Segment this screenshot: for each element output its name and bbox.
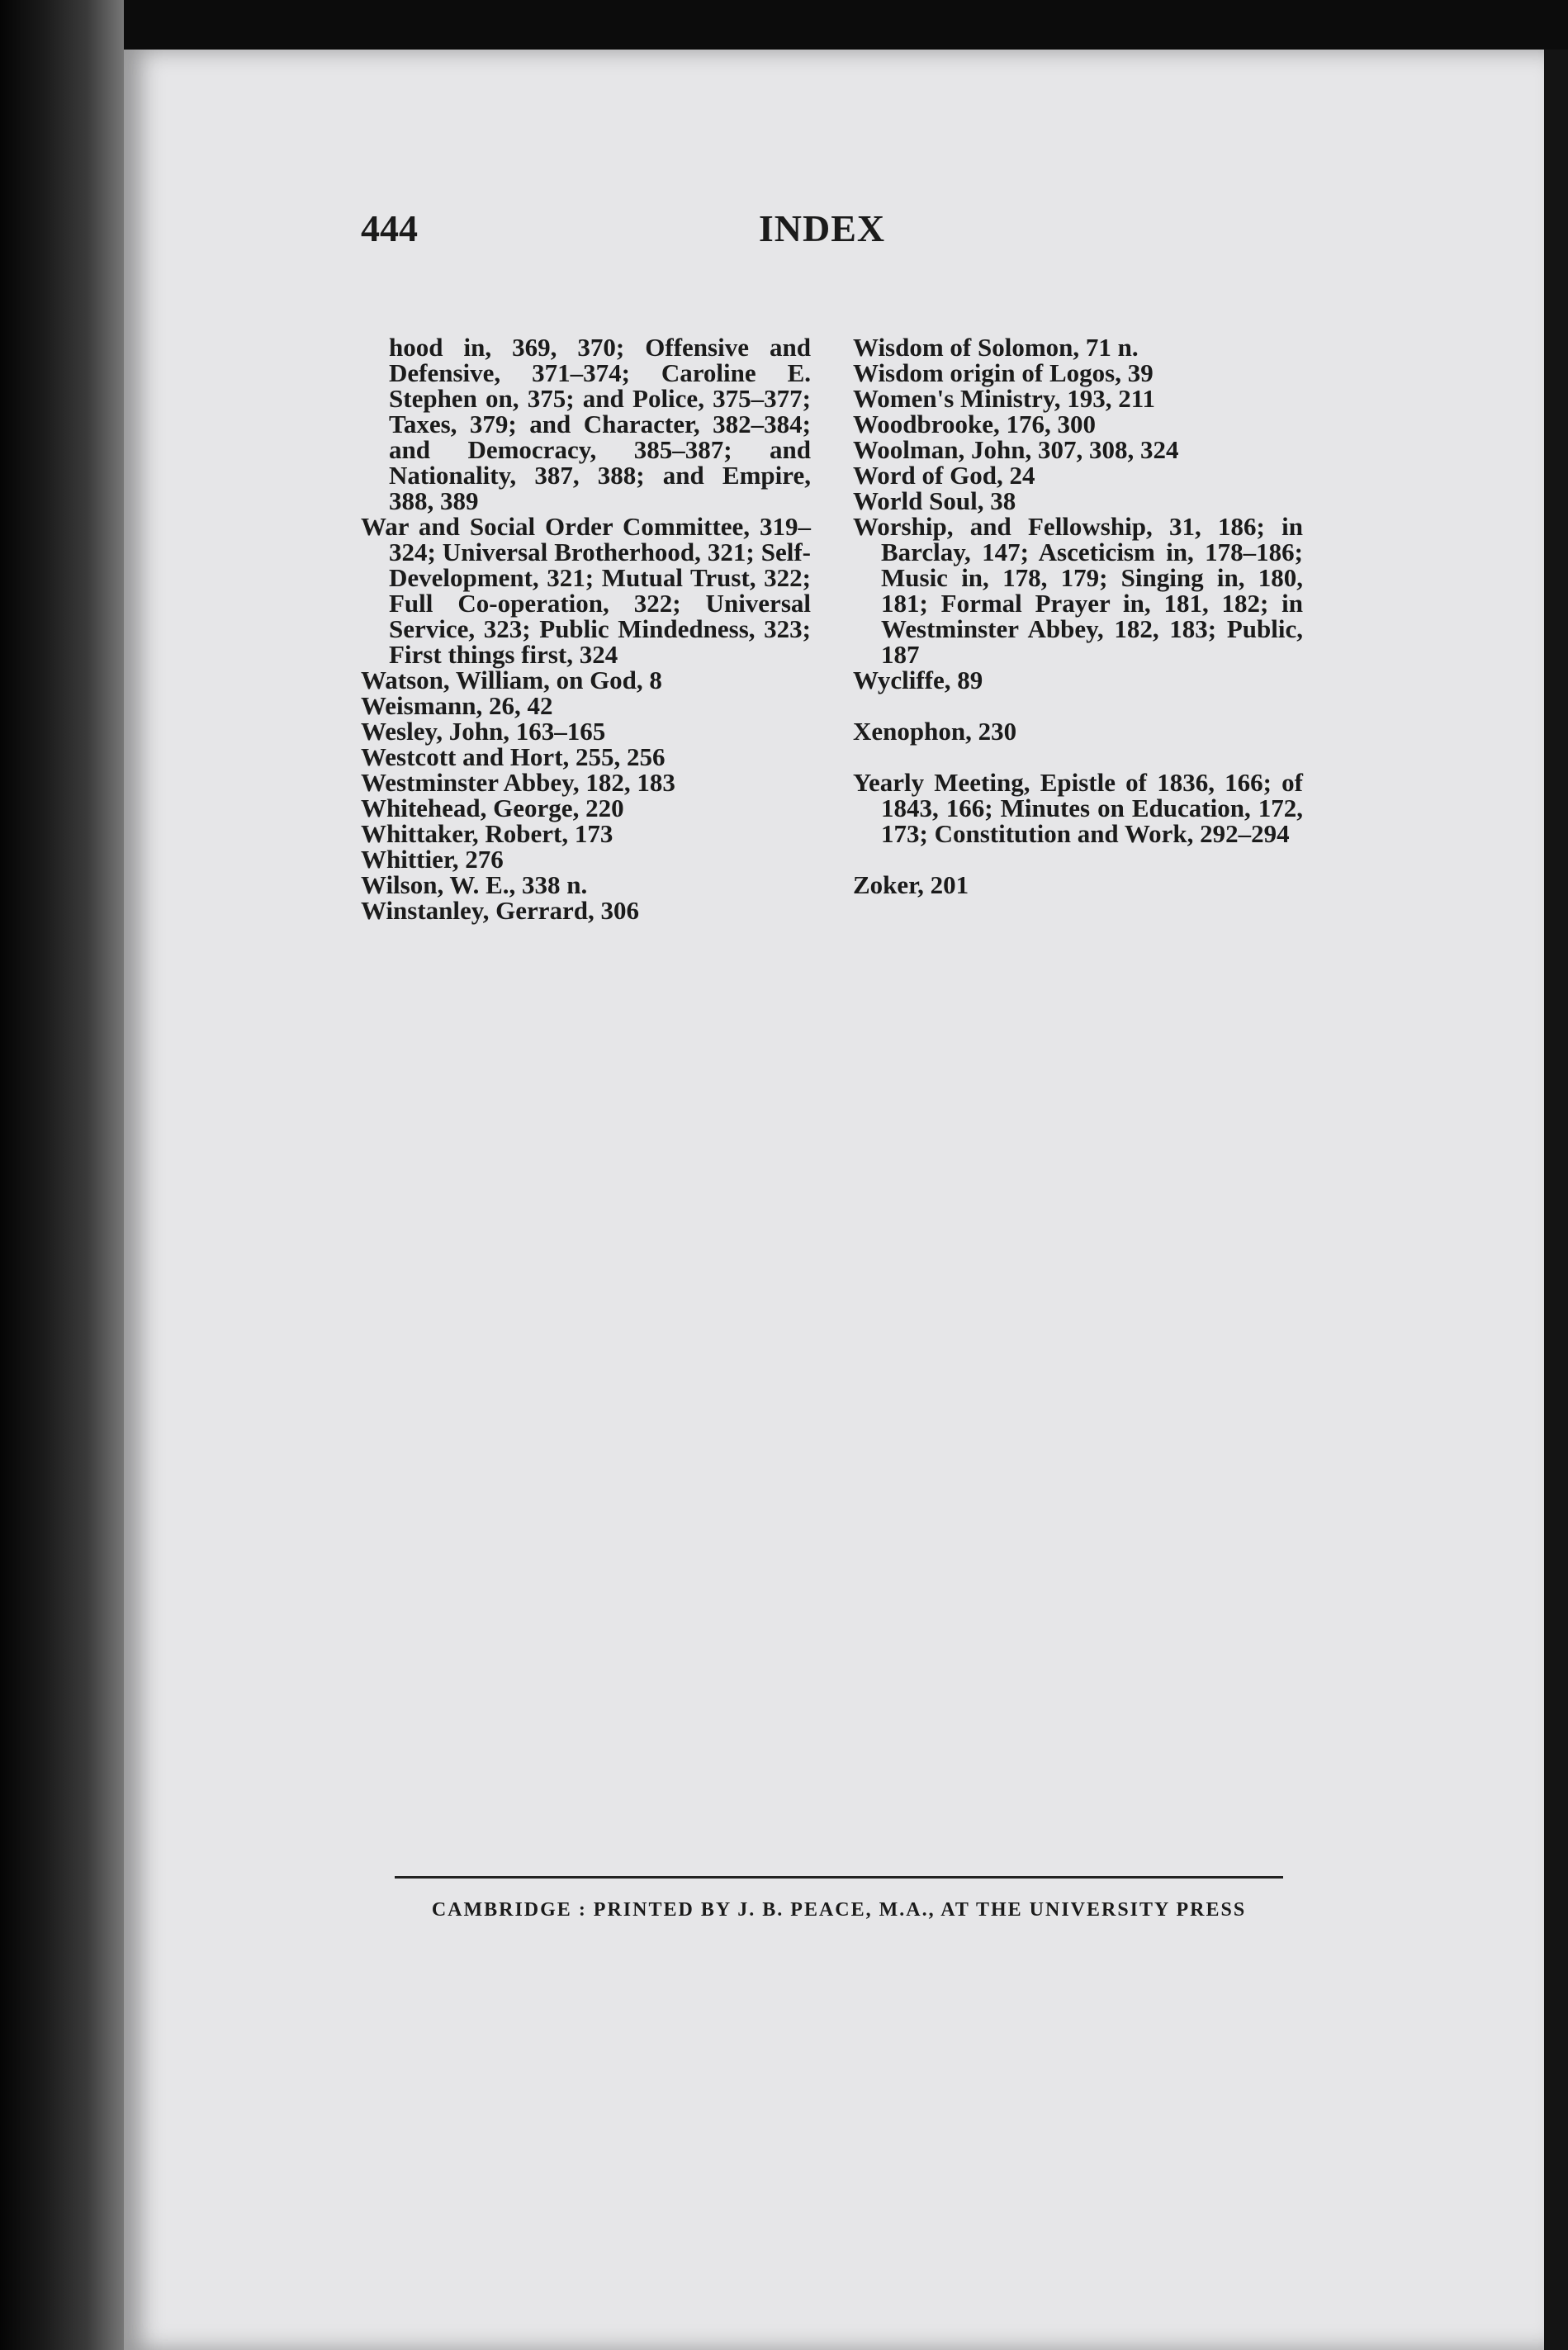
book-page <box>124 50 1544 2350</box>
index-entry: Westminster Abbey, 182, 183 <box>361 768 675 797</box>
index-entry: Wisdom origin of Logos, 39 <box>853 358 1153 387</box>
index-entry: Wycliffe, 89 <box>853 666 983 694</box>
book-spine-shadow <box>0 0 124 2350</box>
page-header <box>361 206 1283 256</box>
printer-imprint: CAMBRIDGE : PRINTED BY J. B. PEACE, M.A., AT THE UNIVERSITY PRESS <box>431 1899 1247 1921</box>
index-entry: Yearly Meeting, Epistle of 1836, 166; of 1843, 166; Minutes on Education, 172, 173; Constitution and Work, 292–294 <box>853 768 1303 848</box>
index-column-right <box>853 334 1303 898</box>
index-entry: Whittaker, Robert, 173 <box>361 819 613 848</box>
footer-rule <box>395 1876 1283 1879</box>
running-head: INDEX <box>758 207 886 249</box>
index-entry: Woodbrooke, 176, 300 <box>853 410 1096 438</box>
index-entry: Xenophon, 230 <box>853 717 1017 746</box>
index-entry: Zoker, 201 <box>853 870 969 899</box>
index-entry: Westcott and Hort, 255, 256 <box>361 742 666 771</box>
index-entry: Whitehead, George, 220 <box>361 794 624 822</box>
index-entry: Women's Ministry, 193, 211 <box>853 384 1155 413</box>
index-entry: Winstanley, Gerrard, 306 <box>361 896 639 925</box>
index-column-left <box>361 334 811 923</box>
index-entry: hood in, 369, 370; Offensive and Defensive, 371–374; Caroline E. Stephen on, 375; and Police, 375–377; Taxes, 379; and Character, 382–384; and Democracy, 385–387; and Nationality, 387, 388; and Empire, 388, 389 <box>389 333 811 515</box>
index-entry: Weismann, 26, 42 <box>361 691 553 720</box>
index-entry: Worship, and Fellowship, 31, 186; in Barclay, 147; Asceticism in, 178–186; Music in, 178, 179; Singing in, 180, 181; Formal Prayer in, 181, 182; in Westminster Abbey, 182, 183; Public, 187 <box>853 512 1303 669</box>
index-entry: Whittier, 276 <box>361 845 504 874</box>
page-edge-shadow <box>1544 50 1568 2350</box>
index-entry: Watson, William, on God, 8 <box>361 666 662 694</box>
index-entry: Wesley, John, 163–165 <box>361 717 606 746</box>
index-entry: Wisdom of Solomon, 71 n. <box>853 333 1139 362</box>
index-entry: World Soul, 38 <box>853 486 1016 515</box>
index-entry: War and Social Order Committee, 319–324; Universal Brotherhood, 321; Self-Development, 321; Mutual Trust, 322; Full Co-operation, 322; Universal Service, 323; Public Mindedness, 323; First things first, 324 <box>361 512 811 669</box>
page-number: 444 <box>361 207 418 249</box>
index-entry: Wilson, W. E., 338 n. <box>361 870 588 899</box>
index-entry: Word of God, 24 <box>853 461 1035 490</box>
index-entry: Woolman, John, 307, 308, 324 <box>853 435 1179 464</box>
